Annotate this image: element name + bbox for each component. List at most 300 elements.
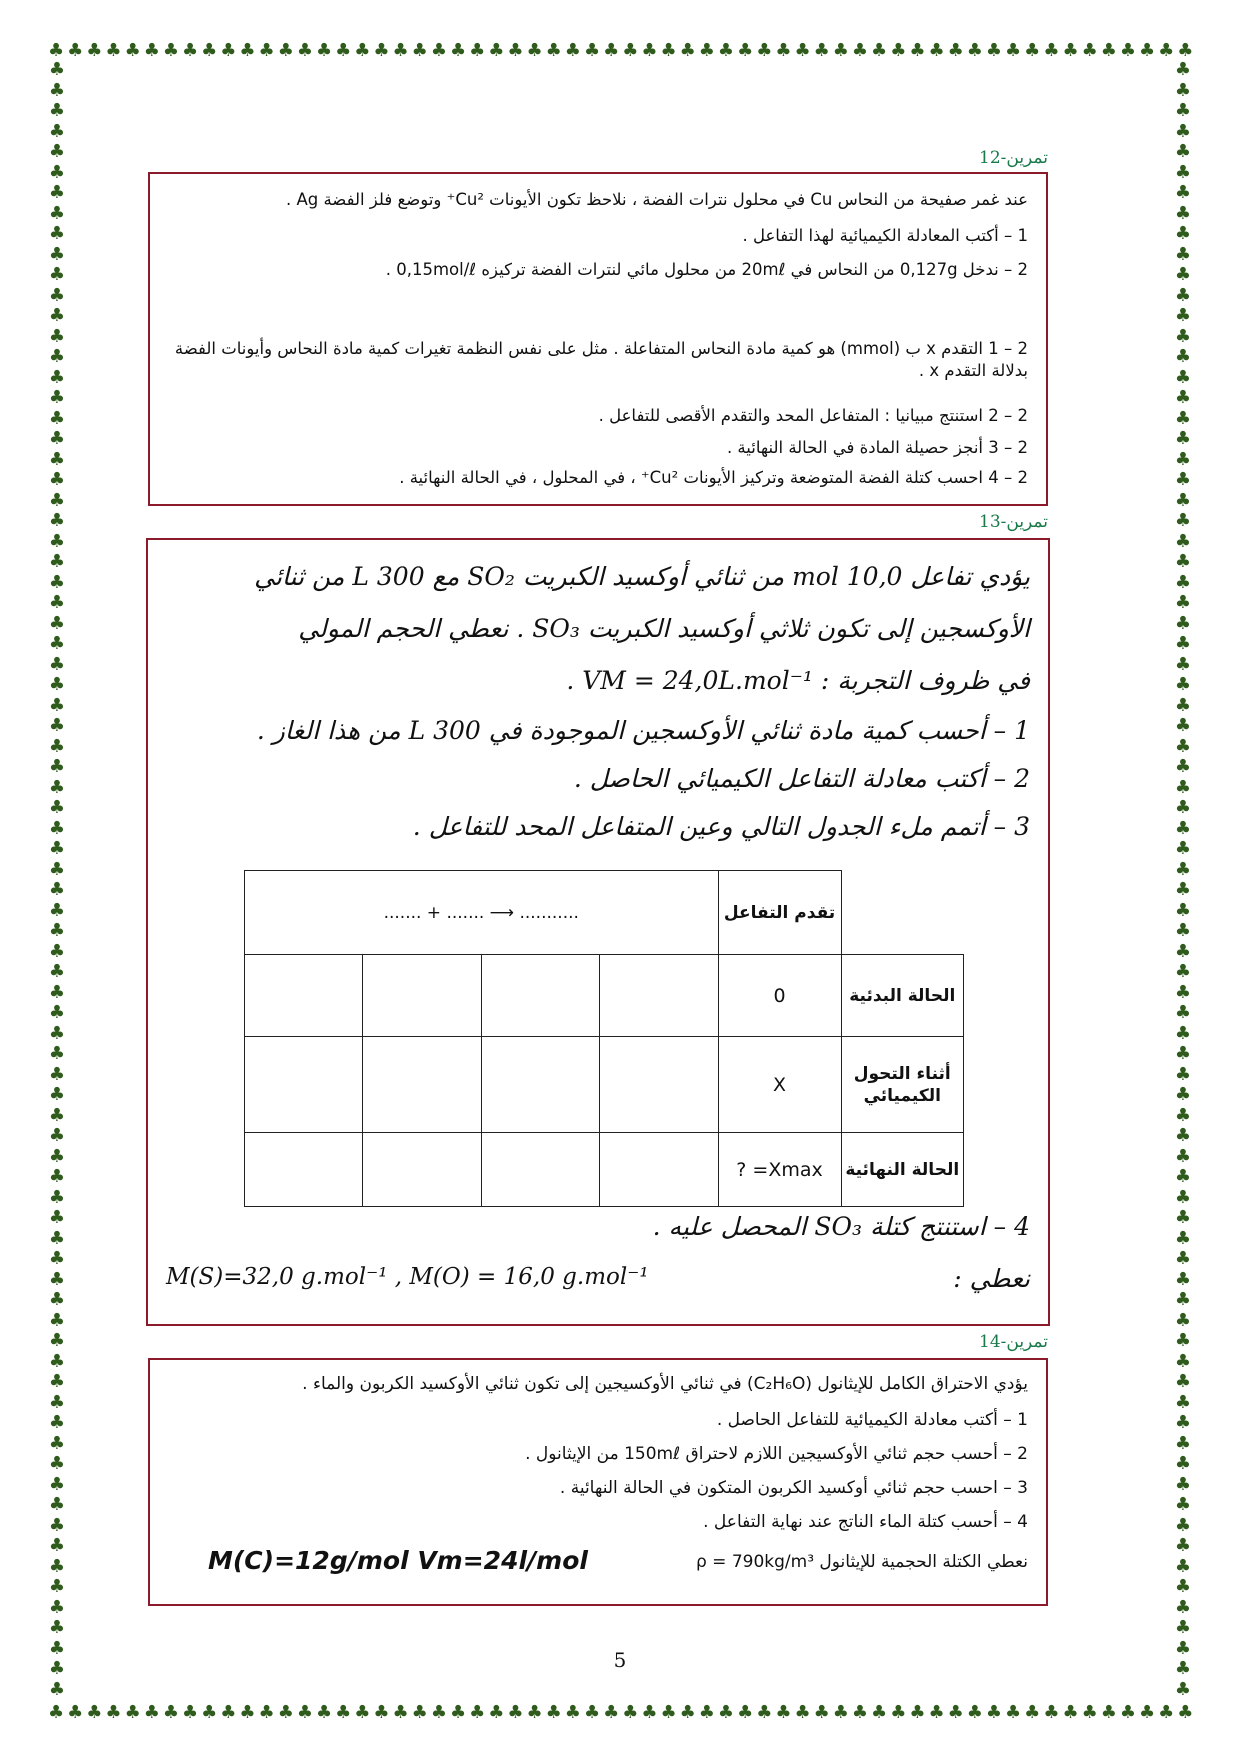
palm-tree-icon: ♣ bbox=[698, 1702, 715, 1723]
palm-tree-icon: ♣ bbox=[392, 40, 409, 61]
palm-tree-icon: ♣ bbox=[48, 264, 66, 285]
palm-tree-icon: ♣ bbox=[1119, 1702, 1137, 1723]
palm-tree-icon: ♣ bbox=[48, 838, 66, 859]
palm-tree-icon: ♣ bbox=[1174, 694, 1192, 716]
palm-tree-icon: ♣ bbox=[48, 1125, 66, 1146]
palm-tree-icon: ♣ bbox=[1177, 40, 1194, 61]
palm-tree-icon: ♣ bbox=[928, 1702, 945, 1723]
palm-tree-icon: ♣ bbox=[48, 1432, 66, 1454]
table-row bbox=[245, 1037, 964, 1133]
palm-tree-icon: ♣ bbox=[1174, 510, 1192, 531]
palm-tree-icon: ♣ bbox=[48, 469, 66, 490]
exercise-12-q2: 2 – ندخل 0,127g من النحاس في 20mℓ من محلول مائي لنترات الفضة تركيزه 0,15mol/ℓ . bbox=[385, 260, 1028, 279]
palm-tree-icon: ♣ bbox=[86, 40, 103, 61]
palm-tree-icon: ♣ bbox=[48, 592, 66, 613]
palm-tree-icon: ♣ bbox=[1174, 776, 1192, 798]
palm-tree-icon: ♣ bbox=[947, 40, 964, 61]
palm-tree-icon: ♣ bbox=[469, 40, 486, 61]
palm-tree-icon: ♣ bbox=[1174, 1555, 1192, 1577]
palm-tree-icon: ♣ bbox=[1174, 1125, 1192, 1146]
palm-tree-icon: ♣ bbox=[947, 1702, 964, 1723]
given-molar-masses: M(S)=32,0 g.mol⁻¹ , M(O) = 16,0 g.mol⁻¹ bbox=[166, 1264, 649, 1290]
palm-tree-icon: ♣ bbox=[564, 1702, 581, 1723]
palm-tree-icon: ♣ bbox=[698, 40, 715, 61]
palm-tree-icon: ♣ bbox=[1174, 182, 1192, 203]
palm-tree-icon: ♣ bbox=[162, 1702, 179, 1723]
given-label: نعطي : bbox=[953, 1264, 1030, 1293]
palm-tree-icon: ♣ bbox=[583, 40, 601, 61]
palm-tree-icon: ♣ bbox=[1174, 1207, 1192, 1228]
palm-tree-icon: ♣ bbox=[86, 1702, 103, 1723]
palm-tree-icon: ♣ bbox=[1174, 202, 1192, 224]
palm-tree-icon: ♣ bbox=[488, 1702, 505, 1723]
palm-tree-icon: ♣ bbox=[48, 1617, 66, 1638]
palm-tree-icon: ♣ bbox=[1174, 346, 1192, 367]
palm-tree-icon: ♣ bbox=[48, 879, 66, 900]
palm-tree-icon: ♣ bbox=[871, 40, 888, 61]
palm-tree-icon: ♣ bbox=[1174, 489, 1192, 511]
exercise-12-box bbox=[148, 172, 1048, 506]
exercise-12-q2-3: 2 – 3 أنجز حصيلة المادة في الحالة النهائية . bbox=[726, 438, 1028, 457]
exercise-12-intro: عند غمر صفيحة من النحاس Cu في محلول نترات الفضة ، نلاحظ تكون الأيونات Cu²⁺ وتوضع فلز الفضة Ag . bbox=[285, 190, 1028, 209]
palm-tree-icon: ♣ bbox=[335, 1702, 352, 1723]
palm-tree-icon: ♣ bbox=[48, 448, 66, 470]
exercise-13-q4: 4 – استنتج كتلة SO₃ المحصل عليه . bbox=[652, 1212, 1030, 1241]
palm-tree-icon: ♣ bbox=[1174, 797, 1192, 818]
state-initial: الحالة البدئية bbox=[841, 955, 964, 1037]
palm-tree-icon: ♣ bbox=[48, 735, 66, 757]
exercise-12-title: تمرين-12 bbox=[979, 148, 1048, 168]
palm-tree-icon: ♣ bbox=[1174, 1535, 1192, 1556]
palm-tree-icon: ♣ bbox=[220, 1702, 237, 1723]
palm-tree-icon: ♣ bbox=[1174, 571, 1192, 593]
palm-tree-icon: ♣ bbox=[545, 1702, 562, 1723]
palm-tree-icon: ♣ bbox=[201, 40, 218, 61]
palm-tree-icon: ♣ bbox=[1174, 674, 1192, 695]
palm-tree-icon: ♣ bbox=[48, 161, 66, 183]
palm-tree-icon: ♣ bbox=[48, 1207, 66, 1228]
palm-tree-icon: ♣ bbox=[909, 40, 926, 61]
palm-tree-icon: ♣ bbox=[48, 1002, 66, 1023]
palm-tree-icon: ♣ bbox=[48, 1063, 66, 1085]
palm-tree-icon: ♣ bbox=[622, 40, 639, 61]
palm-tree-icon: ♣ bbox=[1174, 1166, 1192, 1187]
palm-tree-icon: ♣ bbox=[1174, 1145, 1192, 1167]
palm-tree-icon: ♣ bbox=[583, 1702, 601, 1723]
palm-tree-icon: ♣ bbox=[1174, 551, 1192, 572]
palm-tree-icon: ♣ bbox=[48, 1576, 66, 1597]
palm-tree-icon: ♣ bbox=[1174, 1084, 1192, 1105]
ethanol-density: نعطي الكتلة الحجمية للإيثانول ρ = 790kg/m³ bbox=[695, 1552, 1028, 1572]
palm-tree-icon: ♣ bbox=[1174, 981, 1192, 1003]
palm-tree-icon: ♣ bbox=[545, 40, 562, 61]
palm-tree-icon: ♣ bbox=[48, 1535, 66, 1556]
palm-tree-icon: ♣ bbox=[48, 1453, 66, 1474]
palm-tree-icon: ♣ bbox=[1174, 1596, 1192, 1618]
palm-tree-icon: ♣ bbox=[1174, 1289, 1192, 1310]
palm-tree-icon: ♣ bbox=[851, 40, 869, 61]
palm-tree-icon: ♣ bbox=[660, 40, 677, 61]
palm-tree-icon: ♣ bbox=[48, 1248, 66, 1269]
palm-tree-icon: ♣ bbox=[890, 40, 907, 61]
exercise-12-q2-4: 2 – 4 احسب كتلة الفضة المتوضعة وتركيز الأيونات Cu²⁺ ، في المحلول ، في الحالة النهائية . bbox=[399, 468, 1028, 487]
palm-tree-icon: ♣ bbox=[1174, 1494, 1192, 1515]
palm-tree-icon: ♣ bbox=[603, 40, 620, 61]
palm-tree-icon: ♣ bbox=[1174, 838, 1192, 859]
palm-tree-icon: ♣ bbox=[48, 40, 65, 61]
exercise-12-q1: 1 – أكتب المعادلة الكيميائية لهذا التفاعل . bbox=[742, 226, 1028, 245]
palm-tree-icon: ♣ bbox=[1174, 1678, 1192, 1700]
exercise-13-intro-2: الأوكسجين إلى تكون ثلاثي أوكسيد الكبريت SO₃ . نعطي الحجم المولي bbox=[298, 614, 1030, 643]
palm-tree-icon: ♣ bbox=[1174, 325, 1192, 347]
palm-tree-icon: ♣ bbox=[775, 1702, 792, 1723]
palm-tree-icon: ♣ bbox=[1174, 243, 1192, 265]
exercise-14-q4: 4 – أحسب كتلة الماء الناتج عند نهاية التفاعل . bbox=[703, 1512, 1028, 1532]
progress-header: تقدم التفاعل bbox=[718, 871, 841, 955]
palm-tree-icon: ♣ bbox=[1174, 592, 1192, 613]
palm-tree-icon: ♣ bbox=[315, 1702, 333, 1723]
exercise-14-title: تمرين-14 bbox=[979, 1332, 1048, 1352]
palm-tree-icon: ♣ bbox=[871, 1702, 888, 1723]
palm-tree-icon: ♣ bbox=[48, 1473, 66, 1495]
palm-tree-icon: ♣ bbox=[1100, 1702, 1117, 1723]
palm-tree-icon: ♣ bbox=[1174, 387, 1192, 408]
palm-tree-icon: ♣ bbox=[48, 1227, 66, 1249]
palm-tree-icon: ♣ bbox=[48, 1104, 66, 1126]
palm-tree-icon: ♣ bbox=[1174, 858, 1192, 880]
palm-tree-icon: ♣ bbox=[411, 40, 428, 61]
palm-tree-icon: ♣ bbox=[909, 1702, 926, 1723]
equation-blank: ....... + ....... ⟶ ........... bbox=[245, 871, 719, 955]
palm-tree-icon: ♣ bbox=[1174, 1248, 1192, 1269]
palm-tree-icon: ♣ bbox=[1024, 1702, 1041, 1723]
palm-tree-icon: ♣ bbox=[1174, 1453, 1192, 1474]
palm-tree-icon: ♣ bbox=[794, 1702, 811, 1723]
palm-tree-icon: ♣ bbox=[1174, 1391, 1192, 1413]
palm-tree-icon: ♣ bbox=[48, 243, 66, 265]
palm-tree-icon: ♣ bbox=[48, 100, 66, 121]
palm-tree-icon: ♣ bbox=[67, 40, 84, 61]
palm-tree-icon: ♣ bbox=[1174, 1043, 1192, 1064]
palm-tree-icon: ♣ bbox=[1174, 223, 1192, 244]
palm-tree-icon: ♣ bbox=[48, 1658, 66, 1679]
palm-tree-icon: ♣ bbox=[48, 1309, 66, 1331]
palm-tree-icon: ♣ bbox=[526, 1702, 543, 1723]
given-formula: M(C)=12g/mol Vm=24l/mol bbox=[208, 1546, 588, 1575]
palm-tree-icon: ♣ bbox=[201, 1702, 218, 1723]
palm-tree-icon: ♣ bbox=[1005, 1702, 1022, 1723]
palm-tree-icon: ♣ bbox=[775, 40, 792, 61]
palm-tree-icon: ♣ bbox=[239, 40, 256, 61]
exercise-12-q2-2: 2 – 2 استنتج مبيانيا : المتفاعل المحد والتقدم الأقصى للتفاعل . bbox=[598, 406, 1028, 425]
palm-tree-icon: ♣ bbox=[296, 40, 313, 61]
right-border-decoration bbox=[1172, 60, 1194, 1700]
palm-tree-icon: ♣ bbox=[1005, 40, 1022, 61]
palm-tree-icon: ♣ bbox=[1174, 1063, 1192, 1085]
palm-tree-icon: ♣ bbox=[679, 1702, 696, 1723]
state-final: الحالة النهائية bbox=[841, 1133, 964, 1207]
palm-tree-icon: ♣ bbox=[48, 1702, 65, 1723]
palm-tree-icon: ♣ bbox=[48, 1371, 66, 1392]
palm-tree-icon: ♣ bbox=[48, 899, 66, 921]
palm-tree-icon: ♣ bbox=[1174, 141, 1192, 162]
palm-tree-icon: ♣ bbox=[1100, 40, 1117, 61]
palm-tree-icon: ♣ bbox=[1174, 530, 1192, 552]
palm-tree-icon: ♣ bbox=[48, 1391, 66, 1413]
palm-tree-icon: ♣ bbox=[1062, 1702, 1079, 1723]
palm-tree-icon: ♣ bbox=[507, 40, 524, 61]
exercise-13-q2: 2 – أكتب معادلة التفاعل الكيميائي الحاصل . bbox=[573, 764, 1030, 793]
palm-tree-icon: ♣ bbox=[48, 325, 66, 347]
palm-tree-icon: ♣ bbox=[1174, 1268, 1192, 1290]
palm-tree-icon: ♣ bbox=[890, 1702, 907, 1723]
palm-tree-icon: ♣ bbox=[143, 1702, 160, 1723]
state-during: أثناء التحول الكيميائي bbox=[841, 1037, 964, 1133]
palm-tree-icon: ♣ bbox=[1174, 735, 1192, 757]
left-border-decoration bbox=[46, 60, 68, 1700]
palm-tree-icon: ♣ bbox=[48, 1166, 66, 1187]
page-number: 5 bbox=[613, 1648, 627, 1672]
palm-tree-icon: ♣ bbox=[48, 428, 66, 449]
palm-tree-icon: ♣ bbox=[507, 1702, 524, 1723]
palm-tree-icon: ♣ bbox=[48, 182, 66, 203]
palm-tree-icon: ♣ bbox=[1174, 715, 1192, 736]
palm-tree-icon: ♣ bbox=[48, 60, 66, 80]
palm-tree-icon: ♣ bbox=[181, 1702, 199, 1723]
palm-tree-icon: ♣ bbox=[794, 40, 811, 61]
palm-tree-icon: ♣ bbox=[277, 40, 294, 61]
palm-tree-icon: ♣ bbox=[48, 1186, 66, 1208]
exercise-13-intro-1: يؤدي تفاعل 10,0 mol من ثنائي أوكسيد الكبريت SO₂ مع 300 L من ثنائي bbox=[254, 562, 1030, 591]
palm-tree-icon: ♣ bbox=[67, 1702, 84, 1723]
palm-tree-icon: ♣ bbox=[48, 756, 66, 777]
palm-tree-icon: ♣ bbox=[48, 223, 66, 244]
palm-tree-icon: ♣ bbox=[1174, 305, 1192, 326]
palm-tree-icon: ♣ bbox=[1174, 1473, 1192, 1495]
palm-tree-icon: ♣ bbox=[1024, 40, 1041, 61]
exercise-13-box bbox=[146, 538, 1050, 1326]
palm-tree-icon: ♣ bbox=[48, 1145, 66, 1167]
palm-tree-icon: ♣ bbox=[1174, 817, 1192, 839]
palm-tree-icon: ♣ bbox=[48, 202, 66, 224]
progress-during: X bbox=[718, 1037, 841, 1133]
palm-tree-icon: ♣ bbox=[1139, 40, 1156, 61]
exercise-12-q2-1: 2 – 1 التقدم x ب (mmol) هو كمية مادة النحاس المتفاعلة . مثل على نفس النظمة تغيرات كمية مادة النحاس وأيونات الفضة بدلالة التقدم x . bbox=[174, 339, 1028, 380]
palm-tree-icon: ♣ bbox=[813, 1702, 830, 1723]
palm-tree-icon: ♣ bbox=[48, 694, 66, 716]
palm-tree-icon: ♣ bbox=[48, 305, 66, 326]
palm-tree-icon: ♣ bbox=[373, 40, 390, 61]
palm-tree-icon: ♣ bbox=[737, 40, 754, 61]
palm-tree-icon: ♣ bbox=[1174, 79, 1192, 101]
palm-tree-icon: ♣ bbox=[48, 981, 66, 1003]
palm-tree-icon: ♣ bbox=[1174, 920, 1192, 941]
palm-tree-icon: ♣ bbox=[660, 1702, 677, 1723]
palm-tree-icon: ♣ bbox=[1174, 284, 1192, 306]
palm-tree-icon: ♣ bbox=[48, 284, 66, 306]
palm-tree-icon: ♣ bbox=[48, 776, 66, 798]
palm-tree-icon: ♣ bbox=[1174, 1617, 1192, 1638]
table-row bbox=[245, 955, 964, 1037]
palm-tree-icon: ♣ bbox=[1174, 1104, 1192, 1126]
table-row bbox=[245, 1133, 964, 1207]
palm-tree-icon: ♣ bbox=[1158, 1702, 1175, 1723]
palm-tree-icon: ♣ bbox=[354, 1702, 371, 1723]
palm-tree-icon: ♣ bbox=[1174, 1309, 1192, 1331]
palm-tree-icon: ♣ bbox=[641, 1702, 658, 1723]
palm-tree-icon: ♣ bbox=[392, 1702, 409, 1723]
palm-tree-icon: ♣ bbox=[1174, 448, 1192, 470]
palm-tree-icon: ♣ bbox=[48, 920, 66, 941]
exercise-14-q3: 3 – احسب حجم ثنائي أوكسيد الكربون المتكون في الحالة النهائية . bbox=[559, 1478, 1028, 1498]
palm-tree-icon: ♣ bbox=[1081, 1702, 1098, 1723]
palm-tree-icon: ♣ bbox=[1174, 1022, 1192, 1044]
palm-tree-icon: ♣ bbox=[1174, 1432, 1192, 1454]
palm-tree-icon: ♣ bbox=[1174, 469, 1192, 490]
palm-tree-icon: ♣ bbox=[48, 1084, 66, 1105]
palm-tree-icon: ♣ bbox=[756, 1702, 773, 1723]
palm-tree-icon: ♣ bbox=[258, 40, 275, 61]
palm-tree-icon: ♣ bbox=[679, 40, 696, 61]
palm-tree-icon: ♣ bbox=[354, 40, 371, 61]
palm-tree-icon: ♣ bbox=[488, 40, 505, 61]
palm-tree-icon: ♣ bbox=[1174, 1002, 1192, 1023]
palm-tree-icon: ♣ bbox=[48, 79, 66, 101]
palm-tree-icon: ♣ bbox=[48, 715, 66, 736]
palm-tree-icon: ♣ bbox=[469, 1702, 486, 1723]
palm-tree-icon: ♣ bbox=[48, 1350, 66, 1372]
palm-tree-icon: ♣ bbox=[641, 40, 658, 61]
palm-tree-icon: ♣ bbox=[105, 1702, 122, 1723]
palm-tree-icon: ♣ bbox=[1174, 940, 1192, 962]
palm-tree-icon: ♣ bbox=[239, 1702, 256, 1723]
palm-tree-icon: ♣ bbox=[1174, 100, 1192, 121]
top-border-decoration bbox=[48, 40, 1194, 62]
exercise-13-q1: 1 – أحسب كمية مادة ثنائي الأوكسجين الموجودة في 300 L من هذا الغاز . bbox=[256, 716, 1030, 745]
palm-tree-icon: ♣ bbox=[832, 1702, 849, 1723]
palm-tree-icon: ♣ bbox=[1174, 1412, 1192, 1433]
palm-tree-icon: ♣ bbox=[220, 40, 237, 61]
palm-tree-icon: ♣ bbox=[48, 633, 66, 654]
palm-tree-icon: ♣ bbox=[1174, 961, 1192, 982]
palm-tree-icon: ♣ bbox=[1174, 899, 1192, 921]
bottom-border-decoration bbox=[48, 1702, 1194, 1724]
palm-tree-icon: ♣ bbox=[622, 1702, 639, 1723]
palm-tree-icon: ♣ bbox=[296, 1702, 313, 1723]
progress-initial: 0 bbox=[718, 955, 841, 1037]
palm-tree-icon: ♣ bbox=[966, 40, 983, 61]
palm-tree-icon: ♣ bbox=[966, 1702, 983, 1723]
palm-tree-icon: ♣ bbox=[1174, 1514, 1192, 1536]
palm-tree-icon: ♣ bbox=[756, 40, 773, 61]
palm-tree-icon: ♣ bbox=[1174, 1637, 1192, 1659]
palm-tree-icon: ♣ bbox=[1177, 1702, 1194, 1723]
palm-tree-icon: ♣ bbox=[48, 653, 66, 675]
palm-tree-icon: ♣ bbox=[1174, 879, 1192, 900]
palm-tree-icon: ♣ bbox=[124, 1702, 141, 1723]
palm-tree-icon: ♣ bbox=[1119, 40, 1137, 61]
palm-tree-icon: ♣ bbox=[449, 40, 467, 61]
palm-tree-icon: ♣ bbox=[258, 1702, 275, 1723]
palm-tree-icon: ♣ bbox=[373, 1702, 390, 1723]
palm-tree-icon: ♣ bbox=[1139, 1702, 1156, 1723]
palm-tree-icon: ♣ bbox=[48, 1514, 66, 1536]
exercise-14-q1: 1 – أكتب معادلة الكيميائية للتفاعل الحاصل . bbox=[716, 1410, 1028, 1430]
palm-tree-icon: ♣ bbox=[1174, 366, 1192, 388]
palm-tree-icon: ♣ bbox=[1174, 633, 1192, 654]
palm-tree-icon: ♣ bbox=[1174, 407, 1192, 429]
palm-tree-icon: ♣ bbox=[48, 346, 66, 367]
palm-tree-icon: ♣ bbox=[1174, 756, 1192, 777]
palm-tree-icon: ♣ bbox=[162, 40, 179, 61]
palm-tree-icon: ♣ bbox=[48, 797, 66, 818]
palm-tree-icon: ♣ bbox=[335, 40, 352, 61]
palm-tree-icon: ♣ bbox=[985, 40, 1003, 61]
palm-tree-icon: ♣ bbox=[48, 1555, 66, 1577]
palm-tree-icon: ♣ bbox=[1043, 1702, 1060, 1723]
palm-tree-icon: ♣ bbox=[603, 1702, 620, 1723]
palm-tree-icon: ♣ bbox=[1174, 1330, 1192, 1351]
palm-tree-icon: ♣ bbox=[1174, 1227, 1192, 1249]
palm-tree-icon: ♣ bbox=[1174, 1350, 1192, 1372]
palm-tree-icon: ♣ bbox=[1174, 1186, 1192, 1208]
exercise-13-title: تمرين-13 bbox=[979, 512, 1048, 532]
palm-tree-icon: ♣ bbox=[48, 489, 66, 511]
exercise-14-intro: يؤدي الاحتراق الكامل للإيثانول (C₂H₆O) في ثنائي الأوكسيجين إلى تكون ثنائي الأوكسيد الكربون والماء . bbox=[302, 1374, 1028, 1394]
palm-tree-icon: ♣ bbox=[430, 40, 447, 61]
palm-tree-icon: ♣ bbox=[48, 1678, 66, 1700]
palm-tree-icon: ♣ bbox=[48, 858, 66, 880]
exercise-14-box bbox=[148, 1358, 1048, 1606]
palm-tree-icon: ♣ bbox=[48, 1330, 66, 1351]
exercise-14-q2: 2 – أحسب حجم ثنائي الأوكسيجين اللازم لاحتراق 150mℓ من الإيثانول . bbox=[525, 1444, 1028, 1464]
palm-tree-icon: ♣ bbox=[48, 1022, 66, 1044]
palm-tree-icon: ♣ bbox=[1174, 1658, 1192, 1679]
palm-tree-icon: ♣ bbox=[48, 120, 66, 142]
palm-tree-icon: ♣ bbox=[48, 1043, 66, 1064]
palm-tree-icon: ♣ bbox=[48, 510, 66, 531]
palm-tree-icon: ♣ bbox=[48, 141, 66, 162]
palm-tree-icon: ♣ bbox=[1174, 264, 1192, 285]
palm-tree-icon: ♣ bbox=[48, 817, 66, 839]
palm-tree-icon: ♣ bbox=[717, 40, 735, 61]
palm-tree-icon: ♣ bbox=[48, 1412, 66, 1433]
palm-tree-icon: ♣ bbox=[1174, 161, 1192, 183]
palm-tree-icon: ♣ bbox=[564, 40, 581, 61]
palm-tree-icon: ♣ bbox=[832, 40, 849, 61]
palm-tree-icon: ♣ bbox=[1062, 40, 1079, 61]
palm-tree-icon: ♣ bbox=[48, 940, 66, 962]
palm-tree-icon: ♣ bbox=[48, 961, 66, 982]
palm-tree-icon: ♣ bbox=[48, 1494, 66, 1515]
palm-tree-icon: ♣ bbox=[1174, 653, 1192, 675]
palm-tree-icon: ♣ bbox=[1081, 40, 1098, 61]
palm-tree-icon: ♣ bbox=[526, 40, 543, 61]
palm-tree-icon: ♣ bbox=[1174, 612, 1192, 634]
palm-tree-icon: ♣ bbox=[1174, 428, 1192, 449]
palm-tree-icon: ♣ bbox=[48, 1596, 66, 1618]
palm-tree-icon: ♣ bbox=[48, 571, 66, 593]
palm-tree-icon: ♣ bbox=[1043, 40, 1060, 61]
palm-tree-icon: ♣ bbox=[48, 1289, 66, 1310]
palm-tree-icon: ♣ bbox=[124, 40, 141, 61]
exercise-13-q3: 3 – أتمم ملء الجدول التالي وعين المتفاعل المحد للتفاعل . bbox=[412, 812, 1030, 841]
palm-tree-icon: ♣ bbox=[717, 1702, 735, 1723]
palm-tree-icon: ♣ bbox=[1174, 1371, 1192, 1392]
palm-tree-icon: ♣ bbox=[181, 40, 199, 61]
palm-tree-icon: ♣ bbox=[105, 40, 122, 61]
palm-tree-icon: ♣ bbox=[411, 1702, 428, 1723]
